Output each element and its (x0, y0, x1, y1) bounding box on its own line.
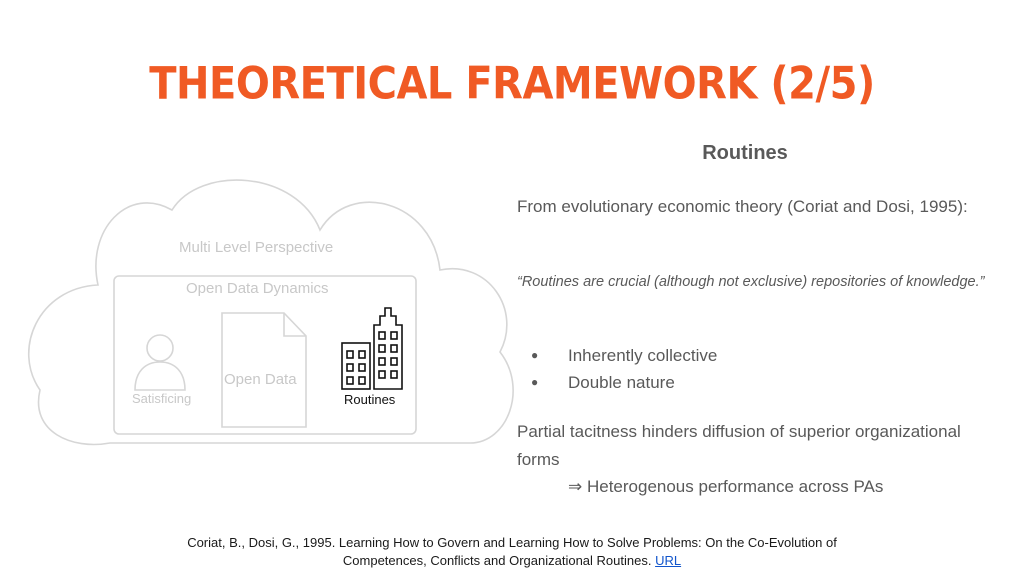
open-data-dynamics-label: Open Data Dynamics (186, 280, 329, 297)
framework-diagram (0, 160, 520, 460)
citation (150, 534, 874, 570)
satisficing-label: Satisficing (132, 391, 192, 406)
slide-title: THEORETICAL FRAMEWORK (2/5) (149, 58, 875, 110)
routines-quote: “Routines are crucial (although not exclusive) repositories of knowledge.” (517, 274, 985, 290)
multi-level-perspective-label: Multi Level Perspective (179, 239, 334, 256)
diagram-graphic (0, 160, 520, 460)
citation-url-link[interactable]: URL (655, 553, 682, 568)
implication-text: ⇒ Heterogenous performance across PAs (568, 477, 884, 496)
bullet-item: ● Double nature (517, 369, 717, 396)
bullet-item: ● Inherently collective (517, 342, 717, 369)
bullet-list (517, 342, 717, 396)
citation-text: Coriat, B., Dosi, G., 1995. Learning How to Govern and Learning How to Solve Problems: On the Co-Evolution of Competences, Conflicts and Organizational Routines. (187, 535, 837, 568)
routines-heading: Routines (702, 142, 788, 164)
statement-text: Partial tacitness hinders diffusion of superior organizational forms (517, 422, 961, 469)
person-icon (135, 335, 185, 390)
document-icon (222, 313, 306, 427)
routines-diagram-label: Routines (344, 392, 396, 407)
intro-text: From evolutionary economic theory (Coriat and Dosi, 1995): (517, 197, 968, 216)
buildings-icon (342, 308, 402, 389)
open-data-label: Open Data (224, 371, 297, 388)
